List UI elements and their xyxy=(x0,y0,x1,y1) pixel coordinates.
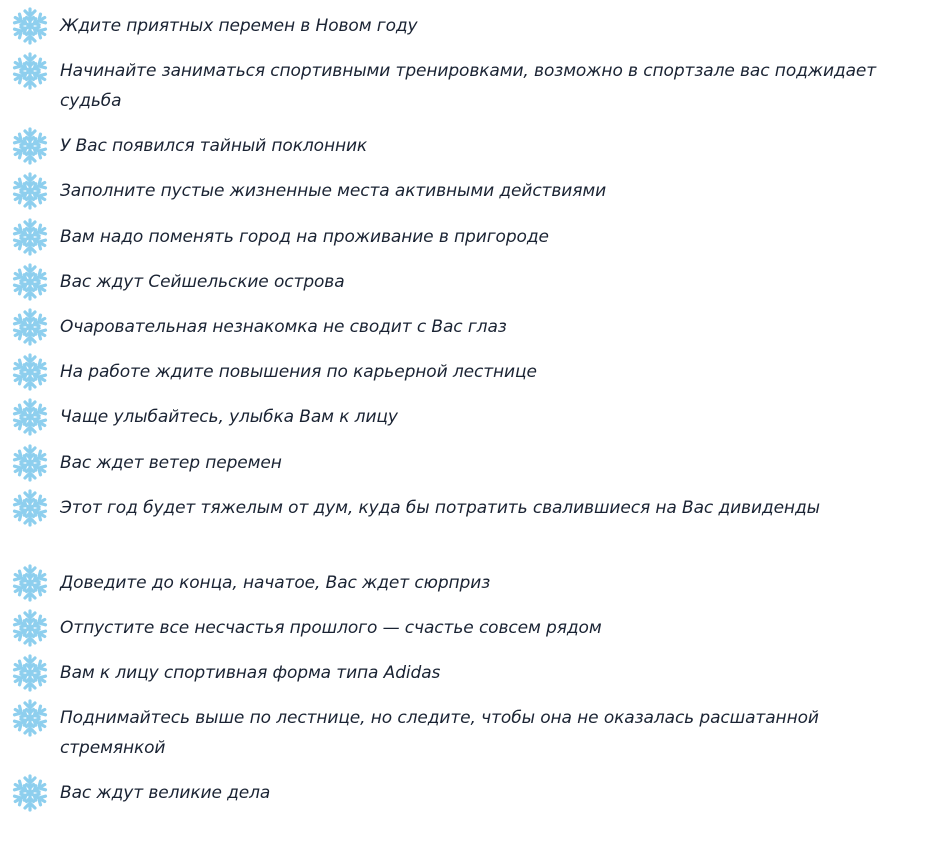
list-item-text: Вам к лицу спортивная форма типа Adidas xyxy=(60,663,441,684)
list-item-text: Вас ждут Сейшельские острова xyxy=(60,271,345,292)
list-item xyxy=(0,215,925,260)
list-item xyxy=(0,169,925,214)
snowflake-icon xyxy=(8,653,60,693)
list-item xyxy=(0,561,925,606)
snowflake-icon xyxy=(8,563,60,603)
snowflake-icon xyxy=(8,488,60,528)
list-item-text: Этот год будет тяжелым от дум, куда бы потратить свалившиеся на Вас дивиденды xyxy=(60,497,820,518)
list-item-text: У Вас появился тайный поклонник xyxy=(60,136,368,157)
snowflake-icon xyxy=(8,773,60,813)
list-item xyxy=(0,260,925,305)
list-item-text: Вам надо поменять город на проживание в пригороде xyxy=(60,226,549,247)
list-item xyxy=(0,4,925,49)
snowflake-icon xyxy=(8,126,60,166)
snowflake-icon xyxy=(8,397,60,437)
snowflake-icon xyxy=(8,608,60,648)
snowflake-icon xyxy=(8,443,60,483)
snowflake-icon xyxy=(8,217,60,257)
list-item xyxy=(0,651,925,696)
snowflake-icon xyxy=(8,698,60,738)
list-item xyxy=(0,771,925,816)
snowflake-icon xyxy=(8,6,60,46)
list-item-text: Доведите до конца, начатое, Вас ждет сюрприз xyxy=(60,572,491,593)
list-item-text: Вас ждет ветер перемен xyxy=(60,452,282,473)
snowflake-icon xyxy=(8,171,60,211)
list-item-text: Вас ждут великие дела xyxy=(60,783,271,804)
list-item xyxy=(0,395,925,440)
list-item xyxy=(0,606,925,651)
list-item-text: Чаще улыбайтесь, улыбка Вам к лицу xyxy=(60,407,398,428)
list-item xyxy=(0,350,925,395)
list-item-text: Ждите приятных перемен в Новом году xyxy=(60,16,418,36)
list-item xyxy=(0,49,925,124)
list-item-text: Очаровательная незнакомка не сводит с Вас глаз xyxy=(60,316,507,337)
list-item-text: Начинайте заниматься спортивными тренировками, возможно в спортзале вас поджидает судьба xyxy=(60,61,877,112)
snowflake-icon xyxy=(8,352,60,392)
list-item-text: На работе ждите повышения по карьерной лестнице xyxy=(60,362,537,383)
list-item xyxy=(0,305,925,350)
list-item-text: Отпустите все несчастья прошлого — счастье совсем рядом xyxy=(60,617,602,638)
snowflake-icon xyxy=(8,262,60,302)
list-item xyxy=(0,124,925,169)
snowflake-icon xyxy=(8,307,60,347)
list-item-text: Поднимайтесь выше по лестнице, но следите, чтобы она не оказалась расшатанной стремянкой xyxy=(60,708,819,759)
list-item xyxy=(0,486,925,561)
list-item xyxy=(0,696,925,771)
list-item xyxy=(0,441,925,486)
list-item-text: Заполните пустые жизненные места активными действиями xyxy=(60,181,607,202)
snowflake-icon xyxy=(8,51,60,91)
